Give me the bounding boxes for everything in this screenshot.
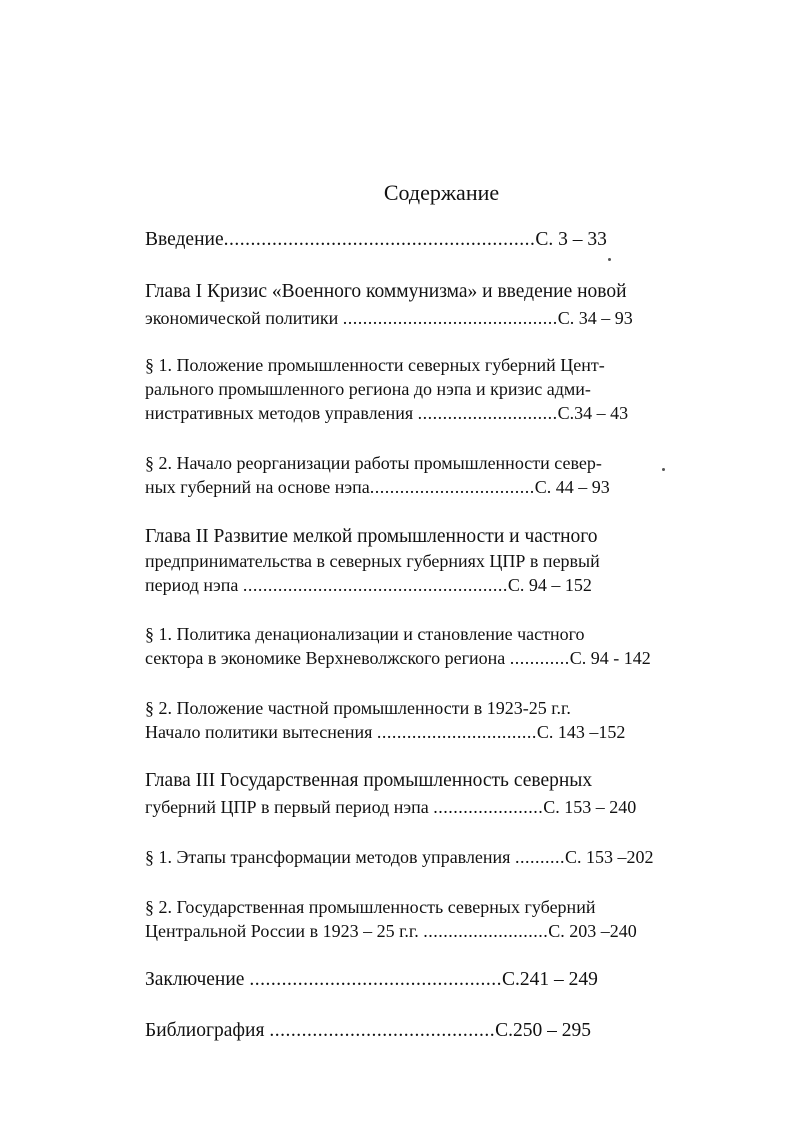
toc-entry-chapter-2-line-3 xyxy=(145,574,592,596)
leader-dots: ...................... xyxy=(433,797,544,817)
page-range: С. 94 - 142 xyxy=(569,648,651,668)
entry-text: нистративных методов управления xyxy=(145,403,418,423)
page-range: С. 44 – 93 xyxy=(534,477,610,497)
toc-entry-ch3-section-1 xyxy=(145,846,653,868)
toc-entry-chapter-2-line-1: Глава II Развитие мелкой промышленности и частного xyxy=(145,526,598,547)
leader-dots: ........................................... xyxy=(342,308,558,328)
leader-dots: .......................................... xyxy=(269,1020,496,1041)
entry-text: губерний ЦПР в первый период нэпа xyxy=(145,797,434,817)
entry-text: период нэпа xyxy=(145,575,243,595)
page-range: С. 34 – 93 xyxy=(557,308,633,328)
scan-speck xyxy=(662,468,665,471)
toc-entry-chapter-3-line-2 xyxy=(145,796,636,818)
toc-entry-ch1-section-2-line-1: § 2. Начало реорганизации работы промышленности север- xyxy=(145,453,602,473)
entry-text: § 1. Этапы трансформации методов управления xyxy=(145,847,515,867)
toc-entry-chapter-1-line-2 xyxy=(145,307,633,329)
toc-entry-ch3-section-2-line-2 xyxy=(145,920,637,942)
entry-text: ных губерний на основе нэпа xyxy=(145,477,370,497)
toc-entry-ch3-section-2-line-1: § 2. Государственная промышленность северных губерний xyxy=(145,897,596,917)
toc-entry-chapter-1-line-1: Глава I Кризис «Военного коммунизма» и введение новой xyxy=(145,281,627,302)
entry-text: Введение xyxy=(145,229,224,250)
entry-text: Заключение xyxy=(145,969,250,990)
toc-entry-bibliography xyxy=(145,1020,591,1042)
toc-entry-ch2-section-1-line-1: § 1. Политика денационализации и становление частного xyxy=(145,624,585,644)
toc-entry-ch2-section-1-line-2 xyxy=(145,647,651,669)
entry-text: Начало политики вытеснения xyxy=(145,722,377,742)
entry-text: сектора в экономике Верхневолжского региона xyxy=(145,648,510,668)
page-title: Содержание xyxy=(383,180,500,205)
page-range: С. 153 – 240 xyxy=(543,797,637,817)
toc-entry-ch1-section-1-line-1: § 1. Положение промышленности северных губерний Цент- xyxy=(145,355,605,375)
toc-entry-ch1-section-1-line-3 xyxy=(145,402,628,424)
page-range: С. 143 –152 xyxy=(536,722,626,742)
entry-text: Центральной России в 1923 – 25 г.г. xyxy=(145,921,424,941)
page-range: С.34 – 43 xyxy=(557,403,629,423)
page-range: С.241 – 249 xyxy=(501,969,598,990)
page-range: С. 153 –202 xyxy=(564,847,654,867)
entry-text: экономической политики xyxy=(145,308,343,328)
leader-dots: .......... xyxy=(514,847,565,867)
leader-dots: ......................... xyxy=(423,921,549,941)
page-range: С. 3 – 33 xyxy=(535,229,607,250)
toc-entry-conclusion xyxy=(145,969,598,991)
toc-entry-ch2-section-2-line-2 xyxy=(145,721,625,743)
scan-speck xyxy=(608,258,611,261)
leader-dots: ............ xyxy=(509,648,570,668)
leader-dots: .......................................................... xyxy=(223,229,536,250)
toc-entry-ch1-section-2-line-2 xyxy=(145,476,610,498)
leader-dots: ..................................................... xyxy=(242,575,508,595)
leader-dots: ................................. xyxy=(369,477,535,497)
leader-dots: ............................ xyxy=(417,403,558,423)
toc-entry-chapter-3-line-1: Глава III Государственная промышленность северных xyxy=(145,770,593,791)
toc-entry-intro xyxy=(145,229,607,251)
page-range: С.250 – 295 xyxy=(495,1020,591,1041)
toc-entry-chapter-2-line-2: предпринимательства в северных губерниях ЦПР в первый xyxy=(145,551,600,571)
page-range: С. 203 –240 xyxy=(548,921,637,941)
page-range: С. 94 – 152 xyxy=(507,575,592,595)
entry-text: Библиография xyxy=(145,1020,270,1041)
toc-entry-ch1-section-1-line-2: рального промышленного региона до нэпа и кризис адми- xyxy=(145,379,591,399)
leader-dots: ............................................... xyxy=(249,969,502,990)
leader-dots: ................................ xyxy=(376,722,537,742)
toc-entry-ch2-section-2-line-1: § 2. Положение частной промышленности в 1923-25 г.г. xyxy=(145,698,571,718)
